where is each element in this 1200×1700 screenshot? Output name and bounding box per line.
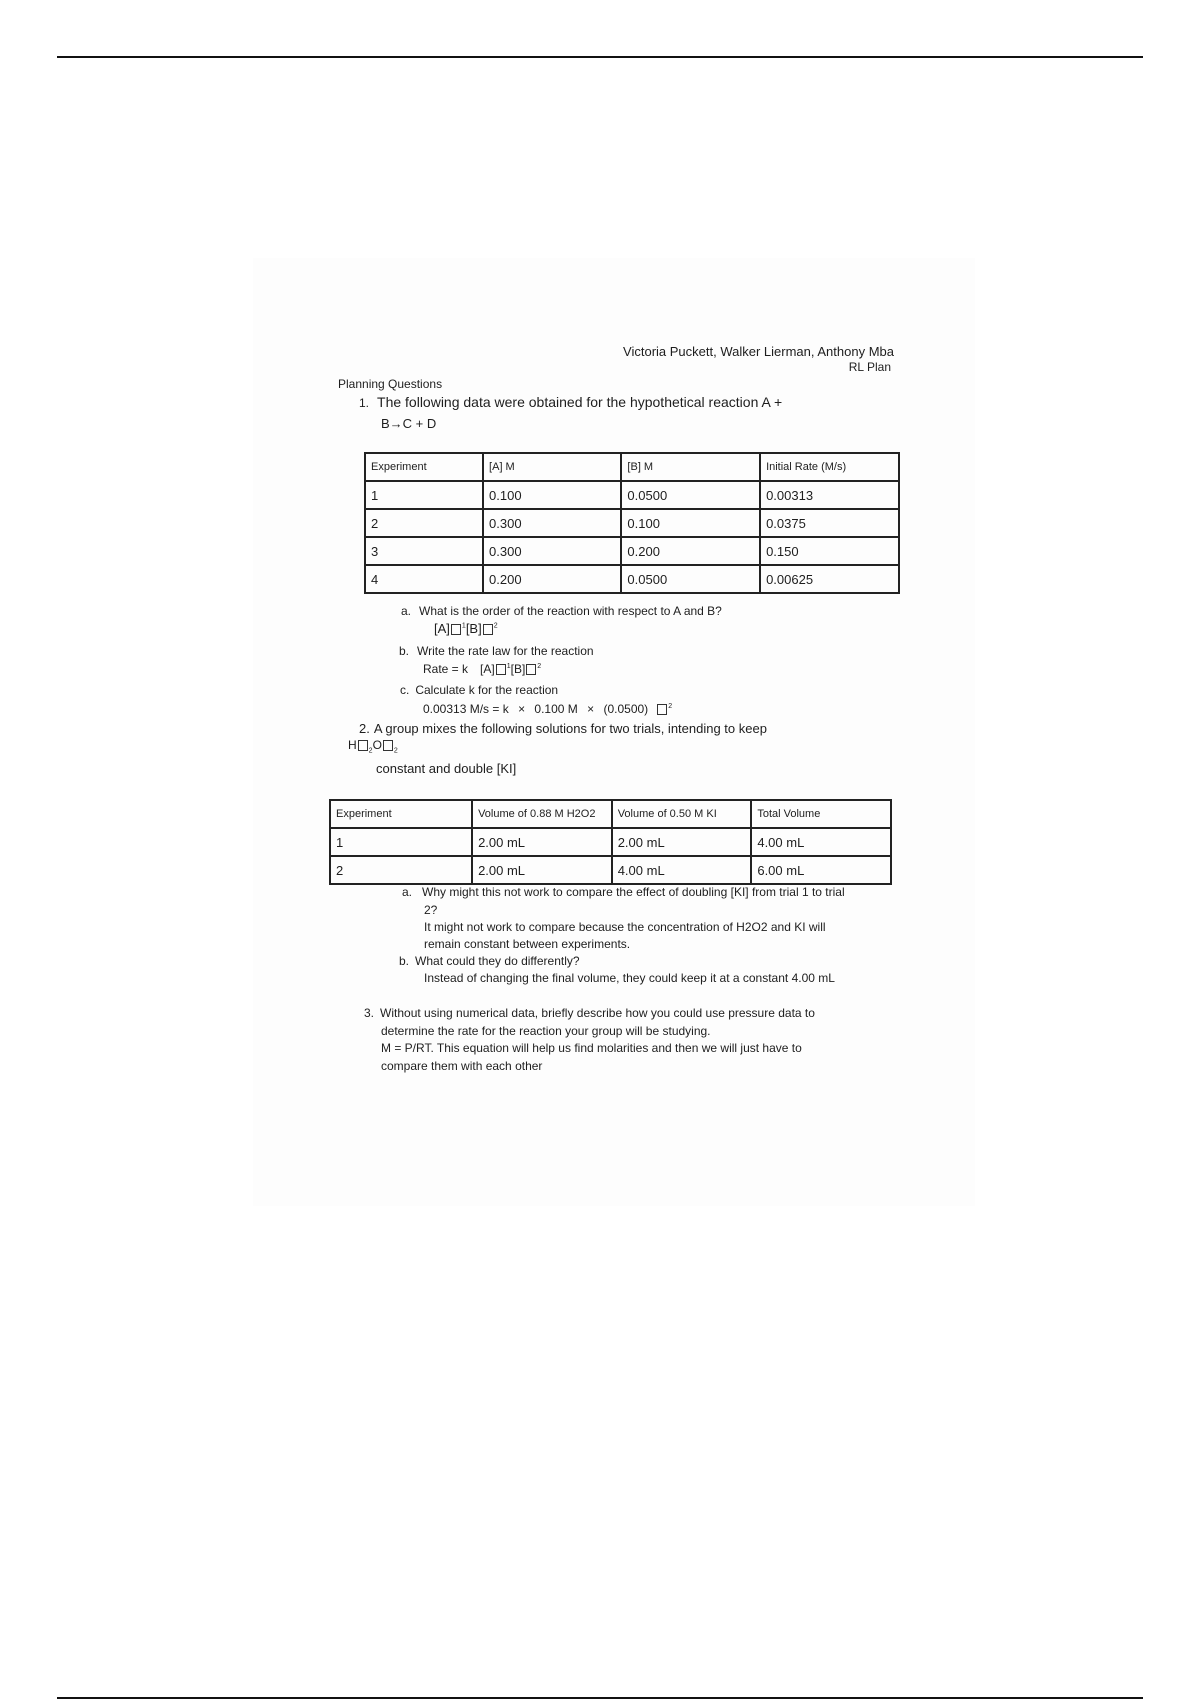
sub-question: Calculate k for the reaction	[415, 683, 559, 697]
sub-label: b.	[399, 954, 410, 968]
table-cell: 0.100	[483, 481, 621, 509]
column-header: [A] M	[483, 453, 621, 481]
q3-answer-line1: M = P/RT. This equation will help us find molarities and then we will just have to	[381, 1041, 802, 1055]
exponent: 2	[537, 663, 542, 670]
question-3-text-cont: determine the rate for the reaction your group will be studying.	[381, 1024, 711, 1038]
missing-glyph-icon	[496, 664, 506, 675]
times-symbol: ×	[518, 702, 526, 716]
sub-label: b.	[399, 644, 410, 658]
answer-text: (0.0500)	[603, 702, 649, 716]
missing-glyph-icon	[358, 740, 368, 751]
missing-glyph-icon	[657, 704, 667, 715]
table-cell: 3	[365, 537, 483, 565]
sub-label: a.	[401, 604, 412, 618]
column-header: Volume of 0.50 M KI	[612, 800, 752, 828]
q2a-answer-line2: remain constant between experiments.	[424, 937, 631, 951]
answer-text: Rate = k	[423, 662, 469, 676]
table-row	[365, 565, 899, 593]
document-label: RL Plan	[848, 360, 891, 374]
table-cell: 0.300	[483, 509, 621, 537]
q2b-question	[399, 954, 580, 968]
missing-glyph-icon	[383, 740, 393, 751]
question-text: Without using numerical data, briefly describe how you could use pressure data to	[380, 1006, 815, 1020]
formula-text: H	[348, 738, 357, 752]
q1c-question	[400, 683, 558, 697]
table-cell: 4.00 mL	[751, 828, 891, 856]
table-row	[365, 509, 899, 537]
answer-text: [A]	[434, 621, 450, 636]
answer-text: 0.100 M	[534, 702, 578, 716]
table-row	[365, 537, 899, 565]
missing-glyph-icon	[451, 624, 461, 635]
question-number: 2.	[359, 721, 370, 736]
question-1-text	[359, 394, 782, 410]
question-number: 3.	[364, 1006, 375, 1020]
table-cell: 2.00 mL	[472, 856, 612, 884]
table-row	[330, 856, 891, 884]
q1b-answer	[423, 662, 541, 676]
answer-text: [A]	[480, 662, 495, 676]
q1c-answer	[423, 702, 672, 716]
question-number: 1.	[359, 396, 370, 410]
q2a-question	[402, 885, 845, 899]
section-title: Planning Questions	[338, 377, 443, 391]
exponent: 2	[493, 622, 498, 630]
answer-text: [B]	[465, 621, 482, 636]
table-cell: 0.00313	[760, 481, 899, 509]
q2b-answer: Instead of changing the final volume, they could keep it at a constant 4.00 mL	[424, 971, 835, 985]
top-rule	[57, 56, 1143, 58]
table-cell: 0.150	[760, 537, 899, 565]
table-cell: 0.100	[621, 509, 760, 537]
table-cell: 6.00 mL	[751, 856, 891, 884]
table-cell: 4.00 mL	[612, 856, 752, 884]
subscript: 2	[393, 747, 398, 755]
sub-label: a.	[402, 885, 413, 899]
table-cell: 0.0375	[760, 509, 899, 537]
q1a-question	[401, 604, 722, 618]
sub-label: c.	[400, 683, 410, 697]
question-text: The following data were obtained for the hypothetical reaction A +	[377, 394, 783, 410]
sub-question: What is the order of the reaction with respect to A and B?	[419, 604, 722, 618]
table-cell: 1	[330, 828, 472, 856]
table-cell: 0.0500	[621, 481, 760, 509]
question-2-text	[359, 721, 767, 736]
formula-text: O	[372, 738, 382, 752]
column-header: Experiment	[330, 800, 472, 828]
table-cell: 0.300	[483, 537, 621, 565]
answer-text: 0.00313 M/s = k	[423, 702, 509, 716]
column-header: [B] M	[621, 453, 760, 481]
column-header: Experiment	[365, 453, 483, 481]
question-3-text	[364, 1006, 815, 1020]
column-header: Initial Rate (M/s)	[760, 453, 899, 481]
table-header-row	[330, 800, 891, 828]
q1b-question	[399, 644, 594, 658]
question-text: A group mixes the following solutions for two trials, intending to keep	[373, 721, 767, 736]
missing-glyph-icon	[526, 664, 536, 675]
bottom-rule	[57, 1697, 1143, 1699]
table-header-row	[365, 453, 899, 481]
times-symbol: ×	[587, 702, 595, 716]
sub-question: Write the rate law for the reaction	[417, 644, 594, 658]
exponent: 1	[461, 622, 466, 630]
column-header: Volume of 0.88 M H2O2	[472, 800, 612, 828]
table-cell: 0.200	[621, 537, 760, 565]
table-row	[365, 481, 899, 509]
formula-h2o2	[348, 738, 398, 754]
q1a-answer	[434, 621, 498, 636]
sub-question: Why might this not work to compare the effect of doubling [KI] from trial 1 to trial	[422, 885, 845, 899]
table-cell: 0.200	[483, 565, 621, 593]
table-cell: 2.00 mL	[472, 828, 612, 856]
table-cell: 2	[365, 509, 483, 537]
exponent: 1	[506, 663, 511, 670]
answer-text: [B]	[510, 662, 526, 676]
missing-glyph-icon	[483, 624, 493, 635]
table-cell: 0.00625	[760, 565, 899, 593]
table-row	[330, 828, 891, 856]
table-cell: 0.0500	[621, 565, 760, 593]
q2a-answer-line1: It might not work to compare because the concentration of H2O2 and KI will	[424, 920, 826, 934]
trial-volumes-table	[329, 799, 892, 885]
authors-line: Victoria Puckett, Walker Lierman, Anthony Mba	[623, 344, 894, 359]
table-cell: 2.00 mL	[612, 828, 752, 856]
column-header: Total Volume	[751, 800, 891, 828]
question-1-text-cont: B→C + D	[381, 416, 437, 431]
q3-answer-line2: compare them with each other	[381, 1059, 543, 1073]
exponent: 2	[668, 703, 673, 710]
sub-question: What could they do differently?	[415, 954, 580, 968]
subscript: 2	[368, 747, 373, 755]
q2a-question-cont: 2?	[424, 903, 438, 917]
table-cell: 1	[365, 481, 483, 509]
rate-data-table	[364, 452, 900, 594]
table-cell: 4	[365, 565, 483, 593]
table-cell: 2	[330, 856, 472, 884]
question-2-text-cont: constant and double [KI]	[376, 761, 517, 776]
